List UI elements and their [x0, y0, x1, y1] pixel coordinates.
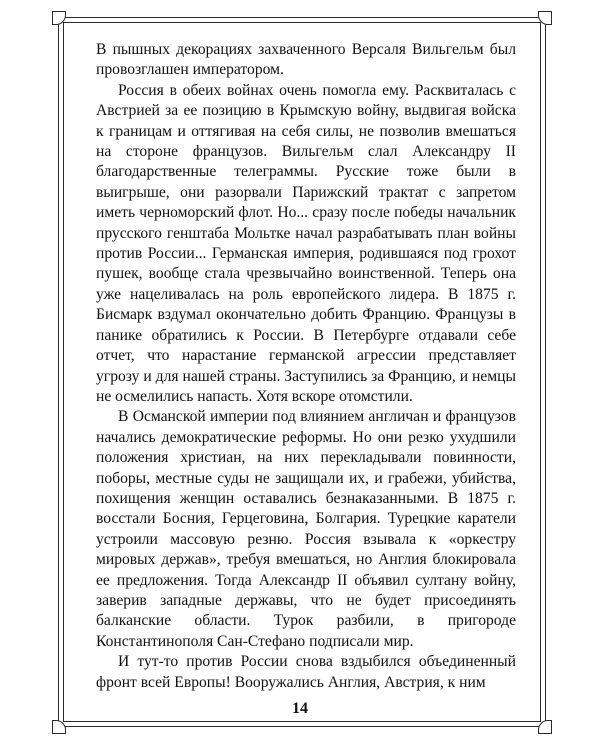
page-number-footer — [0, 700, 600, 718]
corner-ornament-bottom-right — [538, 720, 552, 734]
paragraph-2: Россия в обеих войнах очень помогла ему. Расквиталась с Австрией за ее позицию в Крымскую войну, выдвигая войска к границам и оттягивая на себя силы, не позволив вмешаться на стороне французов. Вильгельм слал Александру II благодарственные телеграммы. Русские тоже были в выигрыше, они разорвали Парижский трактат с запретом иметь черноморский флот. Но... сразу после победы начальник прусского генштаба Мольтке начал разрабатывать план войны против России... Германская империя, родившаяся под грохот пушек, вообще стала чрезвычайно воинственной. Теперь она уже нацеливалась на роль европейского лидера. В 1875 г. Бисмарк вздумал окончательно добить Францию. Французы в панике обратились к России. В Петербурге отдавали себе отчет, что нарастание германской агрессии представляет угрозу и для нашей страны. Заступились за Францию, и немцы не осмелились напасть. Хотя вскоре отомстили. — [96, 81, 516, 405]
page-number: 14 — [284, 700, 316, 717]
paragraph-3: В Османской империи под влиянием англичан и французов начались демократические реформы. Но они резко ухудшили положения христиан, на них перекладывали повинности, поборы, местные суды не защищали их, и грабежи, убийства, похищения женщин оставались безнаказанными. В 1875 г. восстали Босния, Герцеговина, Болгария. Турецкие каратели устроили массовую резню. Россия взывала к «оркестру мировых держав», требуя вмешаться, но Англия блокировала ее предложения. Тогда Александр II объявил султану войну, заверив западные державы, что не будет присоединять балканские области. Турок разбили, в пригороде Константинополя Сан-Стефано подписали мир. — [96, 408, 516, 650]
paragraph-4: И тут-то против России снова вздыбился объединенный фронт всей Европы! Вооружались Англия, Австрия, к ним — [96, 653, 516, 691]
paragraph-1: В пышных декорациях захваченного Версаля Вильгельм был провозглашен императором. — [96, 41, 516, 79]
page-body-text — [96, 40, 516, 693]
